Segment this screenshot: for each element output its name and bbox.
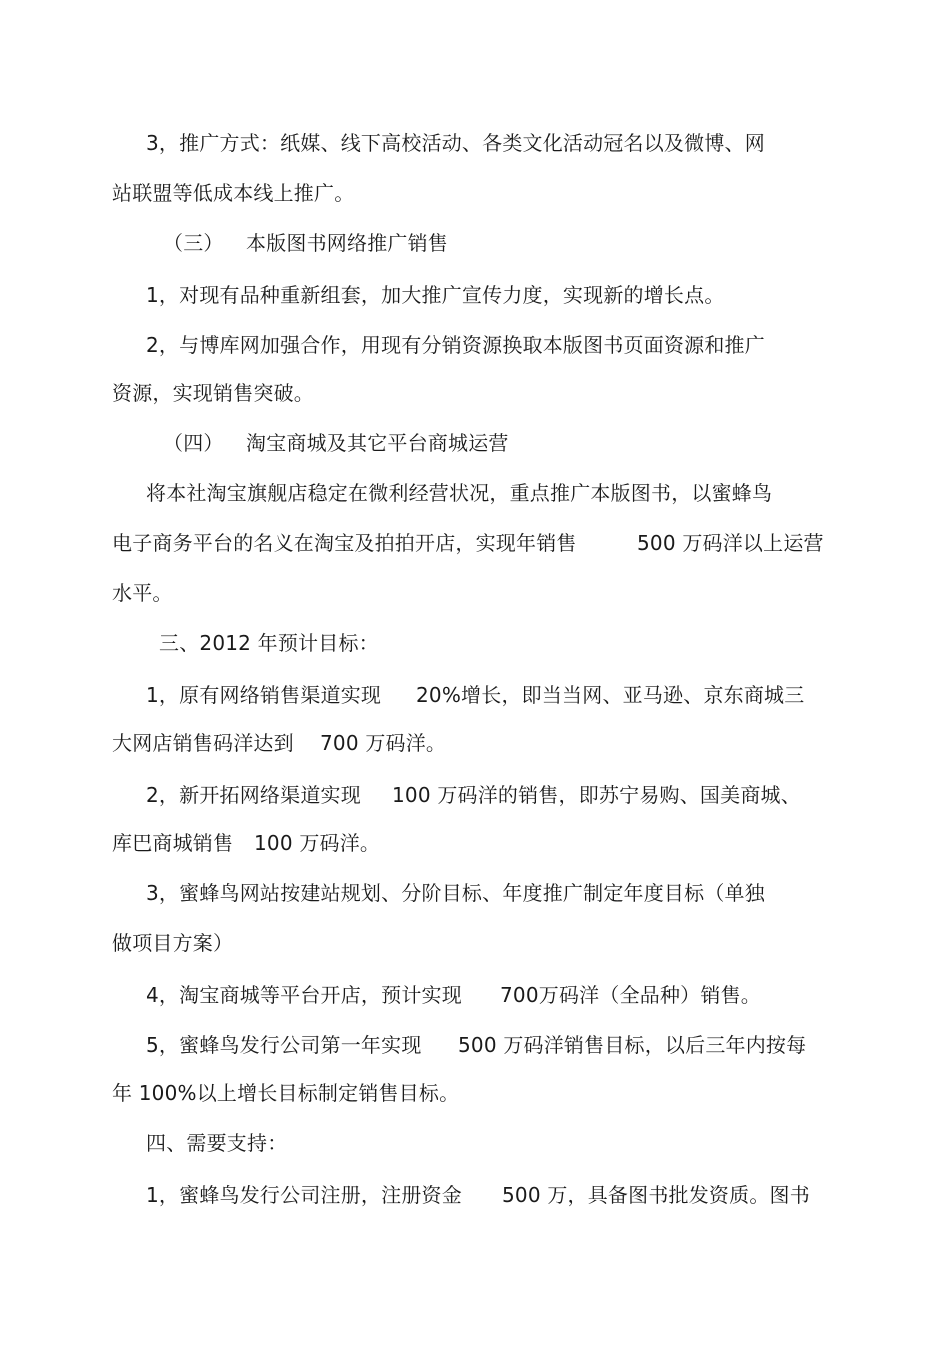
text-line: 4，淘宝商城等平台开店，预计实现 <box>146 983 462 1007</box>
text-line: 库巴商城销售 <box>112 831 234 855</box>
text-line: 站联盟等低成本线上推广。 <box>112 181 355 205</box>
text-line: 年 100%以上增长目标制定销售目标。 <box>112 1081 460 1105</box>
text-line: 将本社淘宝旗舰店稳定在微利经营状况，重点推广本版图书，以蜜蜂鸟 <box>146 481 773 505</box>
text-line: 500 万码洋以上运营 <box>637 531 824 555</box>
section-heading: 三、2012 年预计目标： <box>159 631 379 655</box>
text-line: 5，蜜蜂鸟发行公司第一年实现 <box>146 1033 422 1057</box>
text-line: 2，与博库网加强合作，用现有分销资源换取本版图书页面资源和推广 <box>146 333 765 357</box>
text-line: 700 万码洋。 <box>320 731 447 755</box>
text-line: 电子商务平台的名义在淘宝及拍拍开店，实现年销售 <box>112 531 577 555</box>
text-line: 做项目方案） <box>112 931 234 955</box>
text-line: 1，对现有品种重新组套，加大推广宣传力度，实现新的增长点。 <box>146 283 725 307</box>
section-heading: 本版图书网络推广销售 <box>246 231 448 255</box>
section-number: （三） <box>163 231 224 255</box>
text-line: 大网店销售码洋达到 <box>112 731 294 755</box>
text-line: 资源，实现销售突破。 <box>112 381 314 405</box>
section-number: （四） <box>163 431 224 455</box>
text-line: 500 万码洋销售目标，以后三年内按每 <box>458 1033 807 1057</box>
text-line: 水平。 <box>112 581 173 605</box>
section-heading: 四、需要支持： <box>146 1131 288 1155</box>
text-line: 2，新开拓网络渠道实现 <box>146 783 361 807</box>
text-line: 100 万码洋的销售，即苏宁易购、国美商城、 <box>392 783 801 807</box>
section-heading: 淘宝商城及其它平台商城运营 <box>246 431 509 455</box>
text-line: 100 万码洋。 <box>254 831 381 855</box>
text-line: 500 万，具备图书批发资质。图书 <box>502 1183 810 1207</box>
text-line: 20%增长，即当当网、亚马逊、京东商城三 <box>416 683 805 707</box>
text-line: 3，推广方式：纸媒、线下高校活动、各类文化活动冠名以及微博、网 <box>146 131 765 155</box>
text-line: 700万码洋（全品种）销售。 <box>500 983 761 1007</box>
text-line: 3，蜜蜂鸟网站按建站规划、分阶目标、年度推广制定年度目标（单独 <box>146 881 765 905</box>
text-line: 1，原有网络销售渠道实现 <box>146 683 382 707</box>
text-line: 1，蜜蜂鸟发行公司注册，注册资金 <box>146 1183 462 1207</box>
